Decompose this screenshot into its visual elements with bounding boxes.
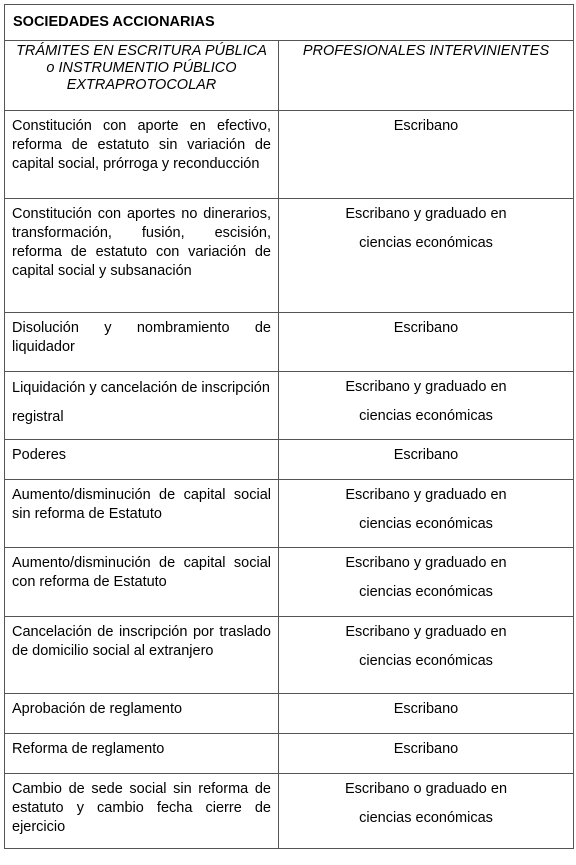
tramite-cell: Cancelación de inscripción por traslado de domicilio social al extranjero (5, 617, 279, 694)
profesional-line-1: Escribano (393, 118, 459, 134)
table-row (5, 734, 574, 774)
profesional-line-1: Escribano y graduado en (345, 487, 507, 503)
profesional-line-2: ciencias económicas (359, 809, 493, 826)
tramite-cell: Liquidación y cancelación de inscripción registral (5, 372, 279, 440)
profesional-line-2: ciencias económicas (359, 515, 493, 532)
profesional-line-2: ciencias económicas (359, 583, 493, 600)
tramite-cell: Aumento/disminución de capital social sin reforma de Estatuto (5, 480, 279, 548)
tramite-cell: Aumento/disminución de capital social con reforma de Estatuto (5, 548, 279, 617)
table-title: SOCIEDADES ACCIONARIAS (5, 5, 574, 41)
sociedades-table (4, 4, 574, 849)
profesional-cell (279, 548, 574, 617)
table-row (5, 774, 574, 849)
tramite-cell: Aprobación de reglamento (5, 694, 279, 734)
profesional-cell (279, 199, 574, 313)
profesional-line-2: ciencias económicas (359, 652, 493, 669)
profesional-cell (279, 734, 574, 774)
table-row (5, 694, 574, 734)
profesional-line-1: Escribano (393, 320, 459, 336)
table-row (5, 617, 574, 694)
profesional-cell (279, 480, 574, 548)
table-row (5, 199, 574, 313)
header-tramites: TRÁMITES EN ESCRITURA PÚBLICA o INSTRUMENTIO PÚBLICO EXTRAPROTOCOLAR (5, 41, 279, 111)
profesional-line-1: Escribano y graduado en (345, 624, 507, 640)
profesional-line-2: ciencias económicas (359, 234, 493, 251)
profesional-cell (279, 111, 574, 199)
profesional-cell (279, 313, 574, 372)
tramite-cell: Reforma de reglamento (5, 734, 279, 774)
table-row (5, 440, 574, 480)
profesional-line-2: ciencias económicas (359, 407, 493, 424)
tramite-cell: Poderes (5, 440, 279, 480)
profesional-line-1: Escribano (393, 447, 459, 463)
profesional-cell (279, 694, 574, 734)
profesional-cell (279, 774, 574, 849)
profesional-line-1: Escribano o graduado en (344, 781, 508, 797)
profesional-line-1: Escribano y graduado en (345, 206, 507, 222)
profesional-line-1: Escribano (393, 701, 459, 717)
table-row (5, 313, 574, 372)
profesional-cell (279, 372, 574, 440)
table-row (5, 111, 574, 199)
table-row (5, 480, 574, 548)
header-profesionales: PROFESIONALES INTERVINIENTES (279, 41, 574, 111)
profesional-line-1: Escribano (393, 741, 459, 757)
profesional-line-1: Escribano y graduado en (345, 379, 507, 395)
tramite-cell: Constitución con aportes no dinerarios, transformación, fusión, escisión, reforma de estatuto con variación de capital social y subsanación (5, 199, 279, 313)
profesional-cell (279, 440, 574, 480)
tramite-cell: Cambio de sede social sin reforma de estatuto y cambio fecha cierre de ejercicio (5, 774, 279, 849)
profesional-line-1: Escribano y graduado en (345, 555, 507, 571)
profesional-cell (279, 617, 574, 694)
table-row (5, 548, 574, 617)
tramite-cell: Constitución con aporte en efectivo, reforma de estatuto sin variación de capital social, prórroga y reconducción (5, 111, 279, 199)
table-row (5, 372, 574, 440)
tramite-cell: Disolución y nombramiento de liquidador (5, 313, 279, 372)
